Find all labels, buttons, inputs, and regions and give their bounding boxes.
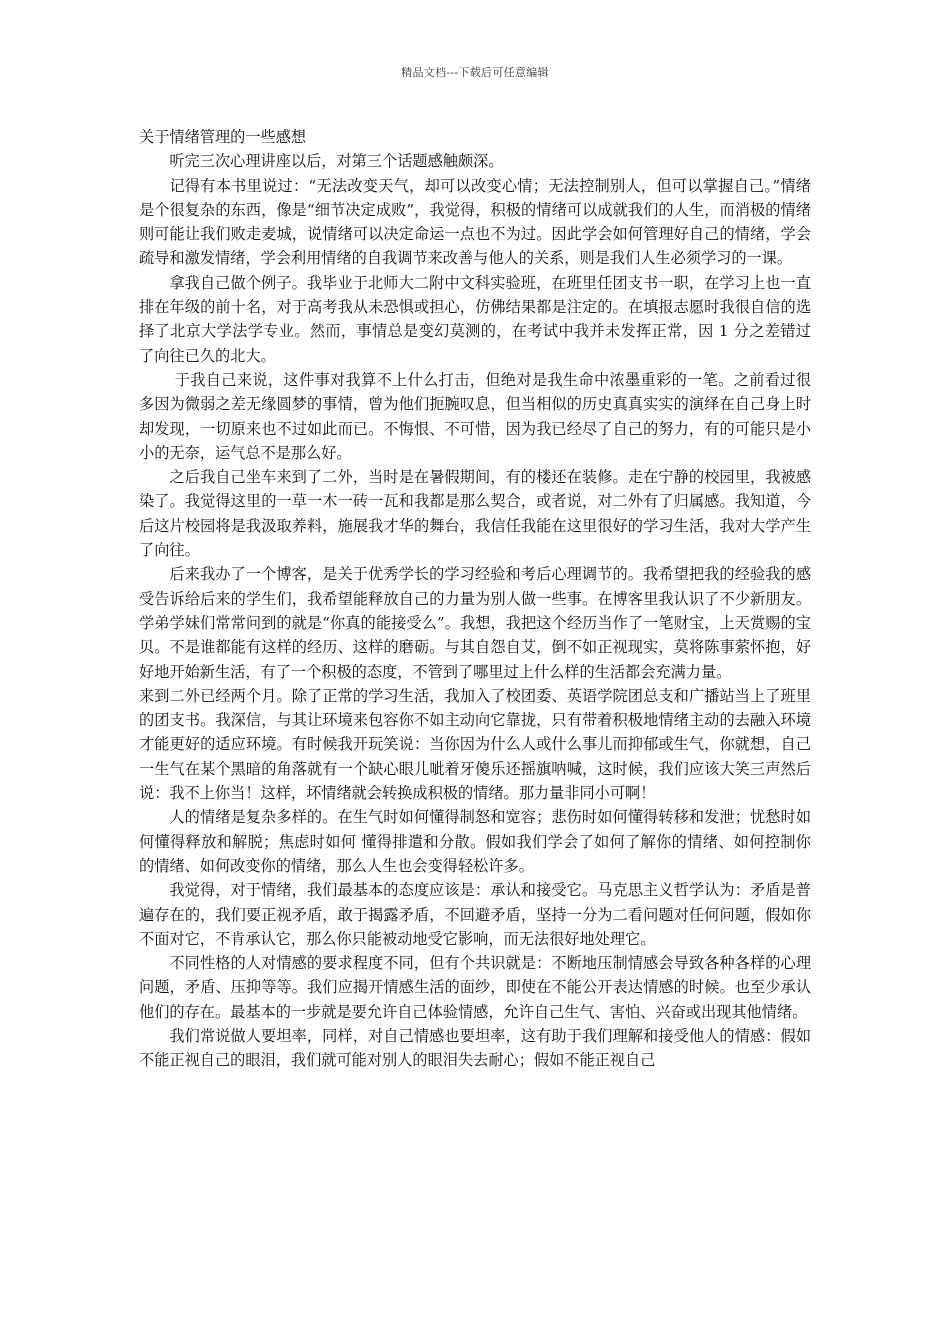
paragraph: 后来我办了一个博客，是关于优秀学长的学习经验和考后心理调节的。我希望把我的经验我的感受告诉给后来的学生们，我希望能释放自己的力量为别人做一些事。在博客里我认识了不少新朋友。学弟学妹们常常问到的就是“你真的能接受么”。我想，我把这个经历当作了一笔财宝，上天赏赐的宝贝。不是谁都能有这样的经历、这样的磨砺。与其自怨自艾，倒不如正视现实，莫将陈事萦怀抱，好好地开始新生活，有了一个积极的态度，不管到了哪里过上什么样的生活都会充满力量。 [139,565,811,681]
paragraph: 听完三次心理讲座以后，对第三个话题感触颇深。 [169,152,504,171]
paragraph: 来到二外已经两个月。除了正常的学习生活，我加入了校团委、英语学院团总支和广播站当上了班里的团支书。我深信，与其让环境来包容你不如主动向它靠拢，只有带着积极地情绪主动的去融入环境才能更好的适应环境。有时候我开玩笑说：当你因为什么人或什么事儿而抑郁或生气，你就想，自己一生气在某个黑暗的角落就有一个缺心眼儿呲着牙傻乐还摇旗呐喊，这时候，我们应该大笑三声然后说：我不上你当！这样，坏情绪就会转换成积极的情绪。那力量非同小可啊！ [139,686,811,803]
paragraph: 记得有本书里说过：“无法改变天气，却可以改变心情；无法控制别人，但可以掌握自己。”情绪是个很复杂的东西，像是“细节决定成败”，我觉得，积极的情绪可以成就我们的人生，而消极的情绪则可能让我们败走麦城，说情绪可以决定命运一点也不为过。因此学会如何管理好自己的情绪，学会疏导和激发情绪，学会利用情绪的自我调节来改善与他人的关系，则是我们人生必须学习的一课。 [139,176,811,268]
document-title: 关于情绪管理的一些感想 [139,128,307,146]
paragraph: 之后我自己坐车来到了二外，当时是在暑假期间，有的楼还在装修。走在宁静的校园里，我被感染了。我觉得这里的一草一木一砖一瓦和我都是那么契合，或者说，对二外有了归属感。我知道，今后这片校园将是我汲取养料，施展我才华的舞台，我信任我能在这里很好的学习生活，我对大学产生了向往。 [139,468,811,560]
page-header: 精品文档---下载后可任意编辑 [401,66,549,79]
paragraph: 我们常说做人要坦率，同样，对自己情感也要坦率，这有助于我们理解和接受他人的情感：假如不能正视自己的眼泪，我们就可能对别人的眼泪失去耐心；假如不能正视自己 [139,1026,811,1070]
paragraph: 人的情绪是复杂多样的。在生气时如何懂得制怒和宽容；悲伤时如何懂得转移和发泄；忧愁时如何懂得释放和解脱；焦虑时如何 懂得排遣和分散。假如我们学会了如何了解你的情绪、如何控制你的情绪、如何改变你的情绪，那么人生也会变得轻松许多。 [139,808,811,875]
paragraph: 不同性格的人对情感的要求程度不同，但有个共识就是：不断地压制情感会导致各种各样的心理问题，矛盾、压抑等等。我们应揭开情感生活的面纱，即使在不能公开表达情感的时候。也至少承认他们的存在。最基本的一步就是要允许自己体验情感，允许自己生气、害怕、兴奋或出现其他情绪。 [139,954,811,1021]
paragraph: 于我自己来说，这件事对我算不上什么打击，但绝对是我生命中浓墨重彩的一笔。之前看过很多因为微弱之差无缘圆梦的事情，曾为他们扼腕叹息，但当相似的历史真真实实的演绎在自己身上时却发现，一切原来也不过如此而已。不悔恨、不可惜，因为我已经尽了自己的努力，有的可能只是小小的无奈，运气总不是那么好。 [139,370,811,462]
paragraph: 我觉得，对于情绪，我们最基本的态度应该是：承认和接受它。马克思主义哲学认为：矛盾是普遍存在的，我们要正视矛盾，敢于揭露矛盾，不回避矛盾，坚持一分为二看问题对任何问题，假如你不面对它，不肯承认它，那么你只能被动地受它影响，而无法很好地处理它。 [139,881,811,948]
document-body [139,125,811,1073]
paragraph: 拿我自己做个例子。我毕业于北师大二附中文科实验班，在班里任团支书一职，在学习上也一直排在年级的前十名，对于高考我从未恐惧或担心，仿佛结果都是注定的。在填报志愿时我很自信的选择了北京大学法学专业。然而，事情总是变幻莫测的，在考试中我并未发挥正常，因 1 分之差错过了向往已久的北大。 [139,273,811,365]
